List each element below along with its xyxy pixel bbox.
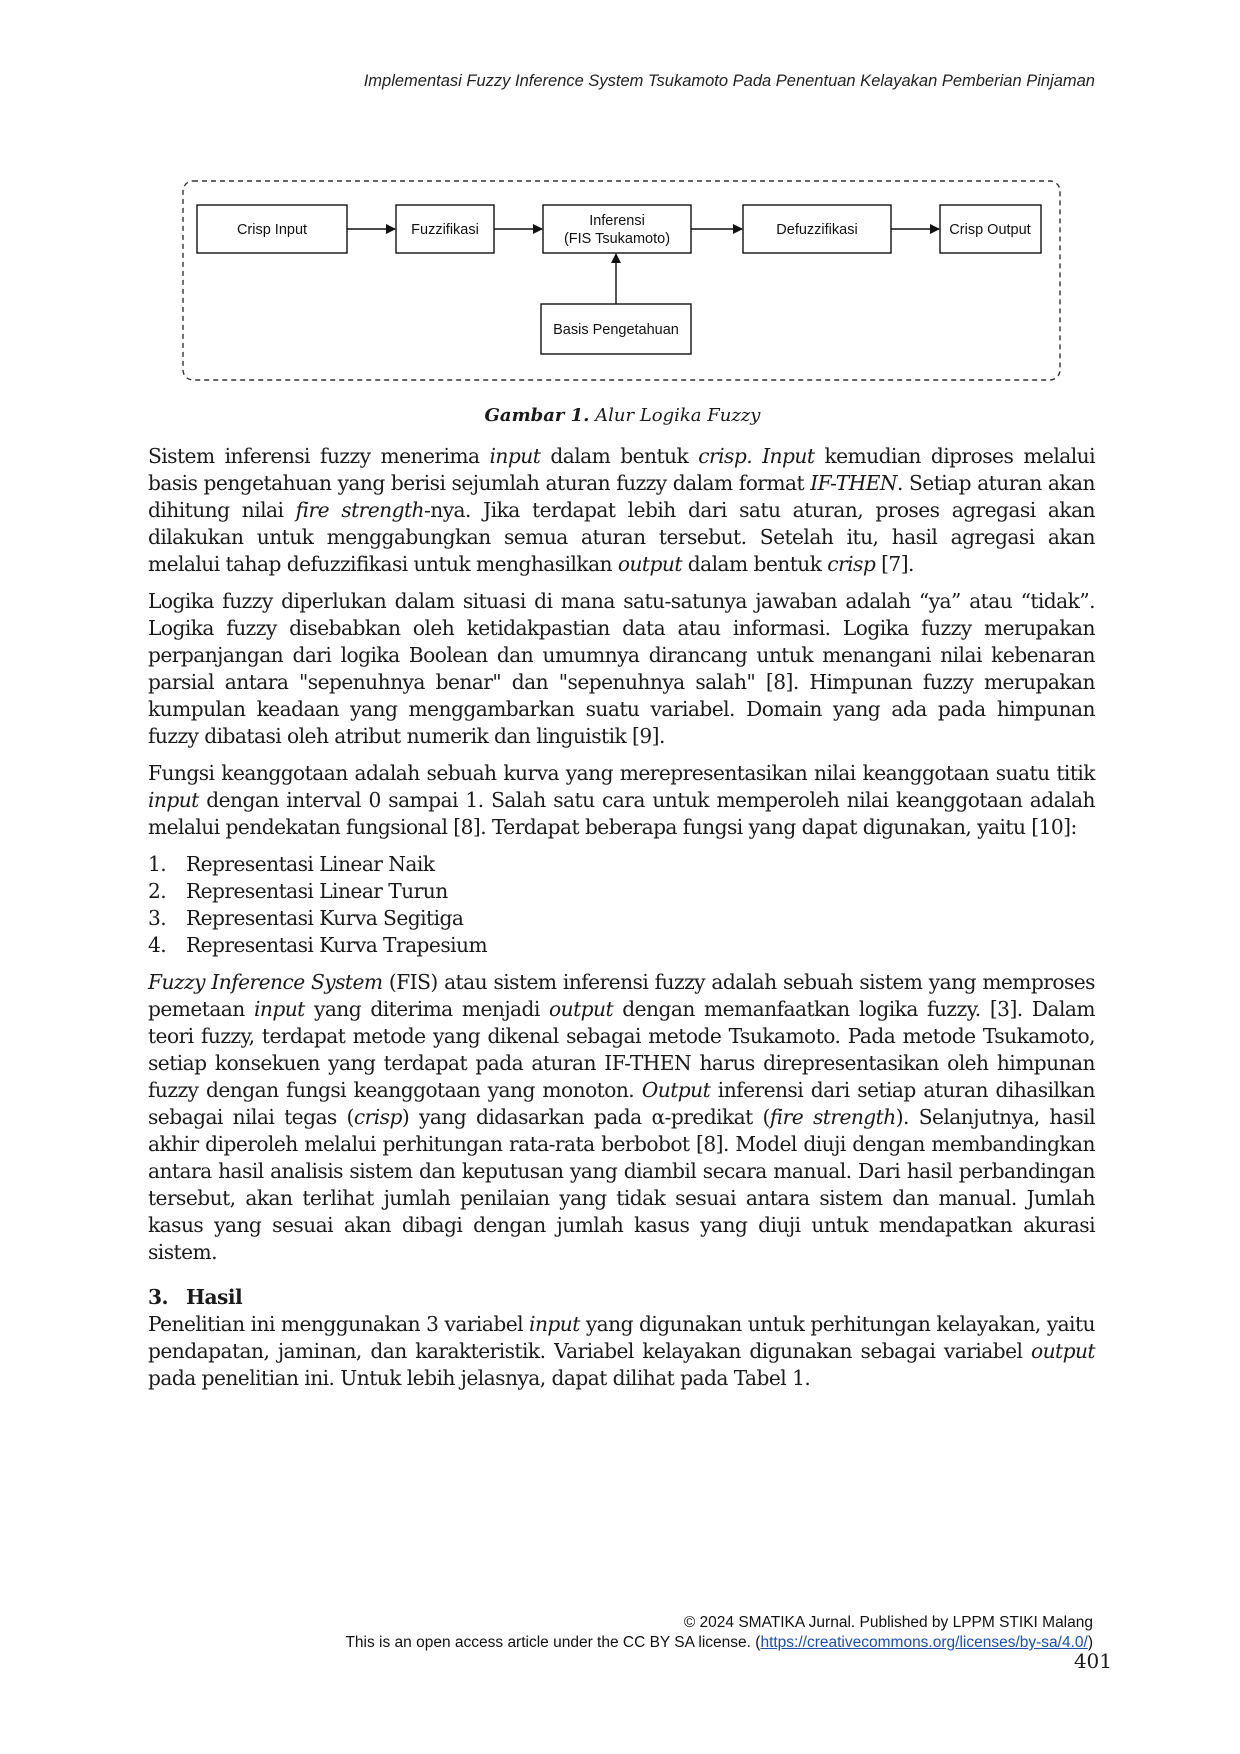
crisp-input-label: Crisp Input bbox=[236, 222, 308, 238]
representation-list bbox=[148, 851, 1095, 959]
paragraph-membership-function: Fungsi keanggotaan adalah sebuah kurva yang merepresentasikan nilai keanggotaan suatu titik input dengan interval 0 sampai 1. Salah satu cara untuk memperoleh nilai keanggotaan adalah melalui pendekatan fungsional [8]. Terdapat beberapa fungsi yang dapat digunakan, yaitu [10]: bbox=[148, 761, 1095, 839]
footer bbox=[150, 1613, 1093, 1653]
paragraph-fis-overview: Sistem inferensi fuzzy menerima input dalam bentuk crisp. Input kemudian diproses melalui basis pengetahuan yang berisi sejumlah aturan fuzzy dalam format IF-THEN. Setiap aturan akan dihitung nilai fire strength-nya. Jika terdapat lebih dari satu aturan, proses agregasi akan dilakukan untuk menggabungkan semua aturan tersebut. Setelah itu, hasil agregasi akan melalui tahap defuzzifikasi untuk menghasilkan output dalam bentuk crisp [7]. bbox=[148, 444, 1096, 576]
running-header: Implementasi Fuzzy Inference System Tsukamoto Pada Penentuan Kelayakan Pemberian Pinjaman bbox=[363, 72, 1095, 90]
list-item: 4. Representasi Kurva Trapesium bbox=[148, 933, 488, 957]
license-link[interactable]: https://creativecommons.org/licenses/by-sa/4.0/ bbox=[760, 1634, 1088, 1651]
section-heading-hasil: 3. Hasil bbox=[148, 1285, 243, 1309]
body-text bbox=[148, 443, 1095, 1402]
list-item: 3. Representasi Kurva Segitiga bbox=[148, 906, 464, 930]
paragraph-results-intro: Penelitian ini menggunakan 3 variabel input yang digunakan untuk perhitungan kelayakan, yaitu pendapatan, jaminan, dan karakteristik. Variabel kelayakan digunakan sebagai variabel output pada penelitian ini. Untuk lebih jelasnya, dapat dilihat pada Tabel 1. bbox=[148, 1312, 1095, 1390]
figure-caption-text: Alur Logika Fuzzy bbox=[595, 405, 761, 426]
page-number: 401 bbox=[1073, 1649, 1112, 1673]
list-item: 2. Representasi Linear Turun bbox=[148, 879, 448, 903]
defuzzifikasi-label: Defuzzifikasi bbox=[776, 222, 858, 238]
figure-caption bbox=[150, 405, 1095, 426]
figure-caption-label: Gambar 1. bbox=[484, 405, 590, 426]
flow-diagram-svg bbox=[182, 180, 1062, 382]
copyright-line: © 2024 SMATIKA Jurnal. Published by LPPM STIKI Malang bbox=[683, 1614, 1093, 1631]
paragraph-tsukamoto-method: Fuzzy Inference System (FIS) atau sistem inferensi fuzzy adalah sebuah sistem yang memproses pemetaan input yang diterima menjadi output dengan memanfaatkan logika fuzzy. [3]. Dalam teori fuzzy, terdapat metode yang dikenal sebagai metode Tsukamoto. Pada metode Tsukamoto, setiap konsekuen yang terdapat pada aturan IF-THEN harus direpresentasikan oleh himpunan fuzzy dengan fungsi keanggotaan yang monoton. Output inferensi dari setiap aturan dihasilkan sebagai nilai tegas (crisp) yang didasarkan pada α-predikat (fire strength). Selanjutnya, hasil akhir diperoleh melalui perhitungan rata-rata berbobot [8]. Model diuji dengan membandingkan antara hasil analisis sistem dan keputusan yang diambil secara manual. Dari hasil perbandingan tersebut, akan terlihat jumlah penilaian yang tidak sesuai antara sistem dan manual. Jumlah kasus yang sesuai akan dibagi dengan jumlah kasus yang diuji untuk mendapatkan akurasi sistem. bbox=[148, 970, 1095, 1264]
paragraph-fuzzy-logic: Logika fuzzy diperlukan dalam situasi di mana satu-satunya jawaban adalah “ya” atau “tidak”. Logika fuzzy disebabkan oleh ketidakpastian data atau informasi. Logika fuzzy merupakan perpanjangan dari logika Boolean dan umumnya dirancang untuk menangani nilai kebenaran parsial antara "sepenuhnya benar" dan "sepenuhnya salah" [8]. Himpunan fuzzy merupakan kumpulan keadaan yang menggambarkan suatu variabel. Domain yang ada pada himpunan fuzzy dibatasi oleh atribut numerik dan linguistik [9]. bbox=[148, 589, 1095, 748]
crisp-output-label: Crisp Output bbox=[949, 222, 1031, 238]
fuzzifikasi-label: Fuzzifikasi bbox=[411, 222, 479, 238]
list-item: 1. Representasi Linear Naik bbox=[148, 852, 435, 876]
inferensi-label-line2: (FIS Tsukamoto) bbox=[563, 231, 671, 247]
license-line: This is an open access article under the CC BY SA license. (https://creativecommons.org/licenses/by-sa/4.0/) bbox=[345, 1634, 1093, 1651]
fuzzy-logic-flow-diagram bbox=[182, 180, 1062, 382]
inferensi-label-line1: Inferensi bbox=[589, 213, 645, 229]
basis-pengetahuan-label: Basis Pengetahuan bbox=[553, 322, 679, 338]
